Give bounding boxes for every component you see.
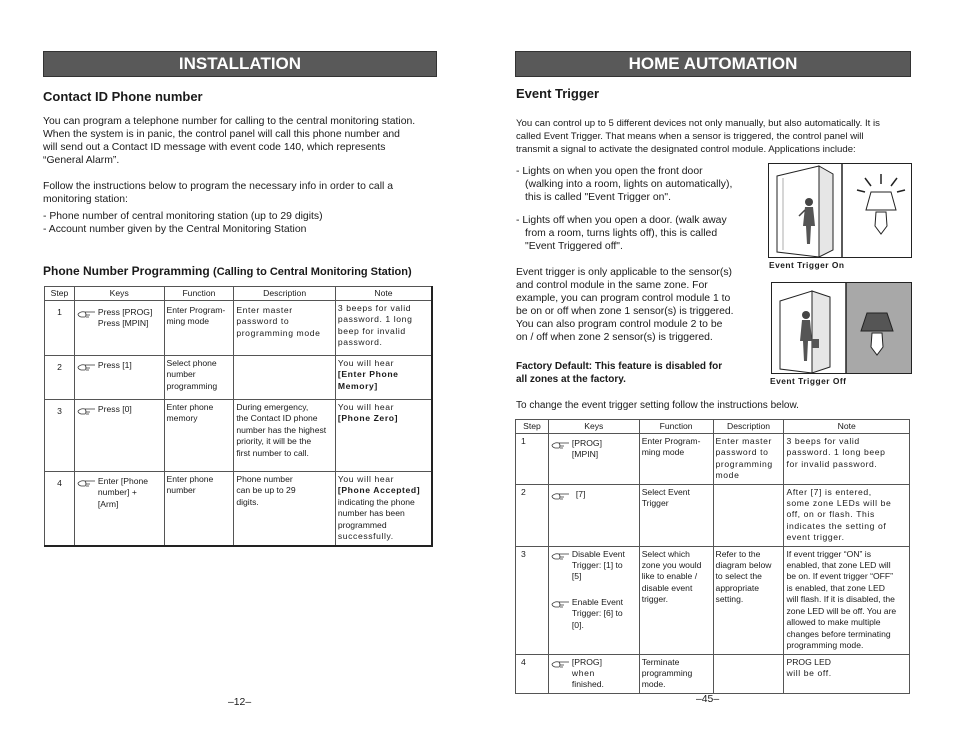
table-row xyxy=(45,356,433,400)
table-header-row xyxy=(45,287,433,301)
description-line: Enter master xyxy=(236,305,293,315)
note-line: beep for invalid xyxy=(337,325,406,336)
key-line: [0]. xyxy=(571,619,584,630)
step-cell: 3 xyxy=(516,546,549,654)
text-line: be on or off when zone 1 sensor(s) is triggered. xyxy=(516,306,734,317)
pointing-hand-icon xyxy=(551,440,571,450)
text-line: from a room, turns lights off), this is called xyxy=(525,228,718,239)
description-line: the Contact ID phone xyxy=(236,413,318,424)
note-line: allowed to make multiple xyxy=(786,617,881,628)
table-row xyxy=(45,400,433,472)
note-line: changes before terminating xyxy=(786,628,891,639)
zone-paragraph xyxy=(516,266,761,344)
key-line: Enter [Phone xyxy=(97,476,149,486)
description-line: Phone number xyxy=(236,474,293,484)
key-line: Press [0] xyxy=(97,404,132,414)
function-line: mode. xyxy=(641,679,666,690)
function-cell xyxy=(164,356,234,400)
note-line: If event trigger “ON” is xyxy=(786,548,872,559)
text-line: example, you can program control module 1 to xyxy=(516,293,731,304)
note-line: number has been xyxy=(337,508,405,519)
pointing-hand-icon xyxy=(551,491,571,501)
note-line: indicating the phone xyxy=(337,496,415,507)
note-line: some zone LEDs will be xyxy=(786,498,892,509)
description-cell xyxy=(713,654,784,693)
col-header-function: Function xyxy=(164,287,234,301)
text-line: and control module in the same zone. For xyxy=(516,280,708,291)
text-line: Factory Default: This feature is disabled for xyxy=(516,361,723,372)
note-cell xyxy=(784,654,910,693)
note-line: programmed xyxy=(337,519,387,530)
pointing-hand-icon xyxy=(551,659,571,669)
note-line: enabled, that zone LED will xyxy=(786,560,891,571)
keys-cell xyxy=(74,400,164,472)
event-trigger-table xyxy=(515,419,910,694)
door-light-on-drawing xyxy=(769,164,911,257)
text-line: transmit a signal to activate the designated control module. Applications include: xyxy=(516,144,856,155)
factory-default-note xyxy=(516,360,761,386)
function-cell xyxy=(639,654,713,693)
function-line: Terminate xyxy=(641,656,680,667)
step-cell: 4 xyxy=(516,654,549,693)
note-cell xyxy=(784,484,910,546)
function-line: Select phone xyxy=(166,358,217,368)
function-line: zone you would xyxy=(641,560,702,571)
note-line: You will hear xyxy=(337,474,395,484)
intro-paragraph xyxy=(516,117,916,156)
function-cell xyxy=(639,434,713,485)
description-line: diagram below xyxy=(715,560,772,571)
page-number: –12– xyxy=(228,697,252,708)
note-cell xyxy=(335,301,432,356)
event-trigger-on-illustration xyxy=(768,163,912,258)
home-automation-banner: HOME AUTOMATION xyxy=(515,51,911,77)
description-cell xyxy=(713,434,784,485)
note-line: successfully. xyxy=(337,531,394,542)
note-line: event trigger. xyxy=(786,532,845,543)
list-item: - Phone number of central monitoring station (up to 29 digits) xyxy=(43,211,323,222)
heading-main: Phone Number Programming xyxy=(43,264,210,278)
application-item-on xyxy=(516,165,761,204)
description-line: first number to call. xyxy=(236,447,309,458)
key-line: Press [1] xyxy=(97,360,132,370)
function-line: programming xyxy=(166,380,218,391)
keys-cell xyxy=(548,434,639,485)
note-cell xyxy=(784,546,910,654)
keys-cell xyxy=(548,654,639,693)
key-line: number] + xyxy=(97,487,137,498)
note-line: Memory] xyxy=(337,380,378,391)
function-line: memory xyxy=(166,413,198,424)
table-row xyxy=(516,546,910,654)
col-header-function: Function xyxy=(639,420,713,434)
description-cell xyxy=(234,472,336,546)
function-line: Select Event xyxy=(641,486,690,497)
text-line: all zones at the factory. xyxy=(516,374,626,385)
col-header-note: Note xyxy=(784,420,910,434)
table-row xyxy=(45,301,433,356)
note-line: [Enter Phone xyxy=(337,369,399,380)
text-line: When the system is in panic, the control panel will call this phone number and xyxy=(43,129,400,140)
table-row xyxy=(516,654,910,693)
key-line: [MPIN] xyxy=(571,449,599,460)
function-line: Enter Program- xyxy=(641,436,701,446)
description-cell xyxy=(713,546,784,654)
keys-cell xyxy=(74,301,164,356)
event-trigger-heading: Event Trigger xyxy=(516,86,600,101)
col-header-description: Description xyxy=(234,287,336,301)
description-line: During emergency, xyxy=(236,402,309,412)
key-line: Enable Event xyxy=(571,596,624,607)
note-line: After [7] is entered, xyxy=(786,486,872,497)
description-line: password to xyxy=(715,447,769,458)
event-trigger-off-caption: Event Trigger Off xyxy=(770,376,847,386)
keys-cell xyxy=(74,472,164,546)
function-line: Select which xyxy=(641,548,690,559)
function-cell xyxy=(164,301,234,356)
text-line: You can control up to 5 different devices not only manually, but also automatically. It is xyxy=(516,118,880,129)
key-line: [Arm] xyxy=(97,498,119,509)
key-line: [PROG] xyxy=(571,656,603,667)
key-line: Disable Event xyxy=(571,548,625,559)
key-line: Press [PROG] xyxy=(97,307,153,317)
note-line: off, on or flash. This xyxy=(786,509,875,520)
description-line: priority, it will be the xyxy=(236,436,312,447)
table-header-row xyxy=(516,420,910,434)
table-row xyxy=(516,484,910,546)
note-line: will flash. If it is disabled, the xyxy=(786,594,895,605)
note-line: for invalid password. xyxy=(786,458,878,469)
phone-programming-heading xyxy=(43,264,412,278)
key-line: Press [MPIN] xyxy=(97,318,149,329)
pointing-hand-icon xyxy=(77,406,97,416)
text-line: monitoring station: xyxy=(43,194,128,205)
description-line: password to xyxy=(236,316,290,327)
description-cell xyxy=(234,400,336,472)
function-line: Enter phone xyxy=(166,402,214,412)
note-line: [Phone Zero] xyxy=(337,413,399,424)
description-line: mode xyxy=(715,470,740,481)
text-line: called Event Trigger. That means when a sensor is triggered, the control panel will xyxy=(516,131,864,142)
step-cell: 1 xyxy=(45,301,75,356)
note-line: password. 1 long xyxy=(337,314,413,325)
text-line: You can program a telephone number for calling to the central monitoring station. xyxy=(43,116,416,127)
note-line: You will hear xyxy=(337,402,395,412)
note-cell xyxy=(335,400,432,472)
text-line: on / off when zone 2 sensor(s) is triggered. xyxy=(516,332,713,343)
note-line: password. xyxy=(337,337,383,348)
phone-programming-table xyxy=(44,286,433,547)
text-line: Follow the instructions below to program the necessary info in order to call a xyxy=(43,181,393,192)
door-light-off-drawing xyxy=(772,283,911,373)
function-line: Enter phone xyxy=(166,474,214,484)
col-header-description: Description xyxy=(713,420,784,434)
function-cell xyxy=(639,484,713,546)
description-line: Enter master xyxy=(715,436,772,446)
text-line: will send out a Contact ID message with event code 140, which represents xyxy=(43,142,386,153)
page-number: –45– xyxy=(696,694,720,705)
table-instructions: To change the event trigger setting follow the instructions below. xyxy=(516,400,799,411)
pointing-hand-icon xyxy=(551,551,571,561)
instructions-paragraph xyxy=(43,180,453,206)
key-line: [7] xyxy=(575,488,586,499)
note-line: 3 beeps for valid xyxy=(786,436,860,446)
keys-cell xyxy=(548,484,639,546)
key-line: when xyxy=(571,668,595,679)
note-line: 3 beeps for valid xyxy=(337,303,412,313)
note-line: PROG LED xyxy=(786,656,831,667)
description-line: Refer to the xyxy=(715,548,761,559)
note-line: indicates the setting of xyxy=(786,520,887,531)
key-line: finished. xyxy=(571,679,604,690)
note-cell xyxy=(784,434,910,485)
note-cell xyxy=(335,472,432,546)
requirements-list xyxy=(43,210,453,236)
step-cell: 3 xyxy=(45,400,75,472)
note-line: be on. If event trigger “OFF” xyxy=(786,571,893,582)
right-page xyxy=(477,0,954,738)
note-line: will be off. xyxy=(786,668,832,679)
text-line: “General Alarm”. xyxy=(43,155,120,166)
note-line: You will hear xyxy=(337,358,395,368)
keys-cell xyxy=(548,546,639,654)
key-line: [PROG] xyxy=(571,438,603,448)
function-line: ming mode xyxy=(641,447,685,458)
installation-banner: INSTALLATION xyxy=(43,51,437,77)
note-cell xyxy=(335,356,432,400)
function-cell xyxy=(164,472,234,546)
intro-paragraph xyxy=(43,115,453,167)
text-line: (walking into a room, lights on automatically), xyxy=(525,179,733,190)
step-cell: 1 xyxy=(516,434,549,485)
description-cell xyxy=(234,301,336,356)
description-line: number has the highest xyxy=(236,424,327,435)
text-line: - Lights on when you open the front door xyxy=(516,166,703,177)
note-line: zone LED will be off. You are xyxy=(786,605,897,616)
table-row xyxy=(45,472,433,546)
heading-paren: (Calling to Central Monitoring Station) xyxy=(213,266,412,278)
note-line: programming mode. xyxy=(786,639,864,650)
note-line: password. 1 long beep xyxy=(786,447,886,458)
note-line: [Phone Accepted] xyxy=(337,485,421,496)
function-cell xyxy=(164,400,234,472)
col-header-step: Step xyxy=(45,287,75,301)
key-line: [5] xyxy=(571,571,582,582)
text-line: "Event Triggered off". xyxy=(525,241,623,252)
function-line: Enter Program- xyxy=(166,305,226,315)
function-line: number xyxy=(166,369,196,380)
description-line: to select the xyxy=(715,571,762,582)
pointing-hand-icon xyxy=(551,599,571,609)
function-line: number xyxy=(166,485,196,496)
list-item: - Account number given by the Central Monitoring Station xyxy=(43,224,307,235)
function-line: Trigger xyxy=(641,498,669,509)
col-header-keys: Keys xyxy=(548,420,639,434)
table-row xyxy=(516,434,910,485)
function-line: disable event xyxy=(641,582,693,593)
pointing-hand-icon xyxy=(77,309,97,319)
function-line: trigger. xyxy=(641,594,668,605)
function-line: like to enable / xyxy=(641,571,698,582)
text-line: - Lights off when you open a door. (walk away xyxy=(516,215,727,226)
contact-id-heading: Contact ID Phone number xyxy=(43,89,203,104)
text-line: Event trigger is only applicable to the sensor(s) xyxy=(516,267,733,278)
col-header-step: Step xyxy=(516,420,549,434)
note-line: is enabled, that zone LED xyxy=(786,582,885,593)
description-line: programming xyxy=(715,458,773,469)
key-line: Trigger: [6] to xyxy=(571,608,623,619)
step-cell: 2 xyxy=(45,356,75,400)
col-header-keys: Keys xyxy=(74,287,164,301)
keys-cell xyxy=(74,356,164,400)
step-cell: 2 xyxy=(516,484,549,546)
function-cell xyxy=(639,546,713,654)
col-header-note: Note xyxy=(335,287,432,301)
description-cell xyxy=(713,484,784,546)
event-trigger-on-caption: Event Trigger On xyxy=(769,260,845,270)
step-cell: 4 xyxy=(45,472,75,546)
application-item-off xyxy=(516,214,761,253)
description-line: setting. xyxy=(715,594,744,605)
text-line: this is called "Event Trigger on". xyxy=(525,192,671,203)
key-line: Trigger: [1] to xyxy=(571,560,623,571)
description-cell xyxy=(234,356,336,400)
event-trigger-off-illustration xyxy=(771,282,912,374)
description-line: appropriate xyxy=(715,582,760,593)
description-line: programming mode xyxy=(236,327,321,338)
description-line: digits. xyxy=(236,496,259,507)
function-line: programming xyxy=(641,668,693,679)
pointing-hand-icon xyxy=(77,362,97,372)
function-line: ming mode xyxy=(166,316,210,327)
text-line: You can also program control module 2 to be xyxy=(516,319,723,330)
description-line: can be up to 29 xyxy=(236,485,296,496)
pointing-hand-icon xyxy=(77,478,97,488)
